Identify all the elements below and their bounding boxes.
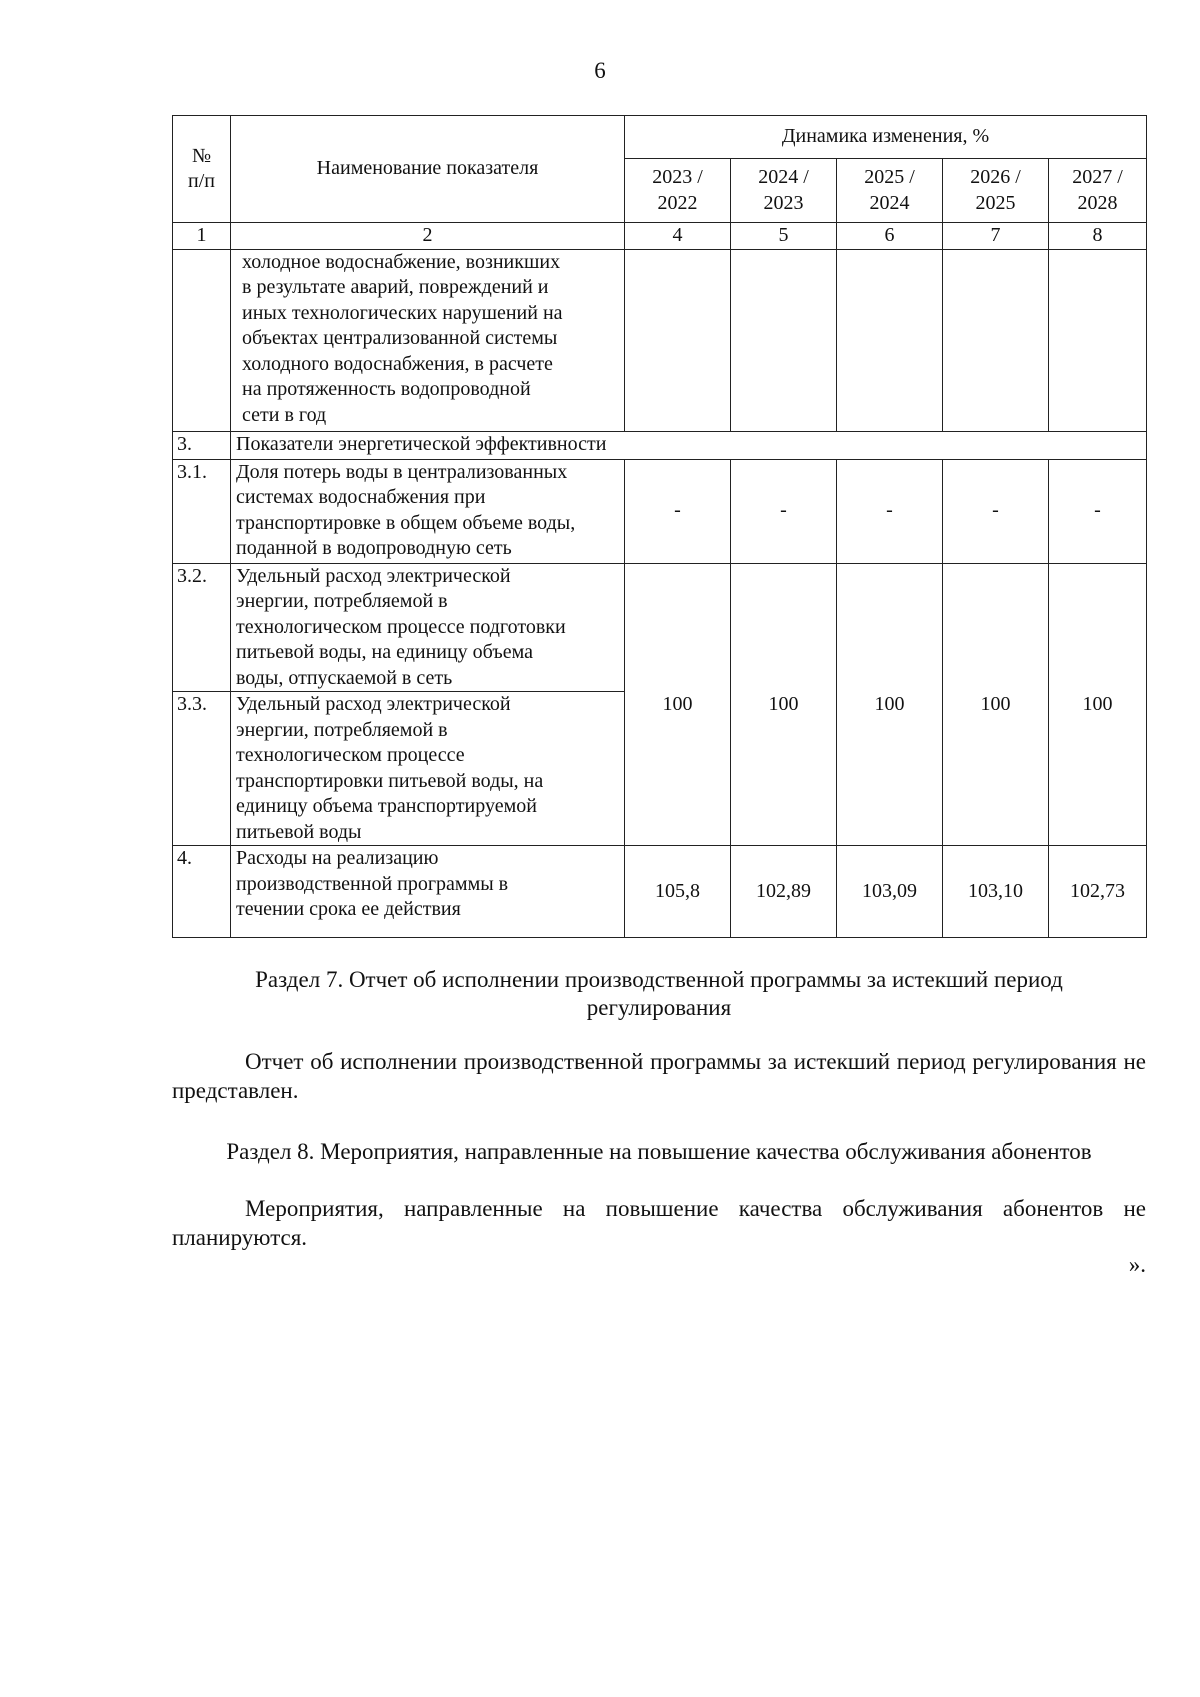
continuation-row xyxy=(173,249,1147,431)
value-cell: - xyxy=(837,459,943,563)
value-cell: 100 xyxy=(837,563,943,846)
value-cell: 100 xyxy=(625,563,731,846)
section-3-title: Показатели энергетической эффективности xyxy=(231,431,1147,459)
value-cell: 103,10 xyxy=(943,846,1049,938)
value-cell: 103,09 xyxy=(837,846,943,938)
column-number: 7 xyxy=(943,223,1049,250)
row-number: 3.2. xyxy=(173,563,231,692)
row-number: 4. xyxy=(173,846,231,938)
section-8-title: Раздел 8. Мероприятия, направленные на повышение качества обслуживания абонентов xyxy=(226,1139,1092,1164)
column-number: 4 xyxy=(625,223,731,250)
row-3-3-name: Удельный расход электрической энергии, потребляемой в технологическом процессе транспортировки питьевой воды, на единицу объема транспортируемой питьевой воды xyxy=(231,692,625,846)
row-3-1-name: Доля потерь воды в централизованных системах водоснабжения при транспортировке в общем объеме воды, поданной в водопроводную сеть xyxy=(231,459,625,563)
row-number: 3.3. xyxy=(173,692,231,846)
header-dynamics: Динамика изменения, % xyxy=(625,116,1147,159)
column-number: 6 xyxy=(837,223,943,250)
value-cell: 100 xyxy=(1049,563,1147,846)
value-cell: 100 xyxy=(943,563,1049,846)
value-cell: - xyxy=(731,459,837,563)
empty-cell xyxy=(173,249,231,431)
row-3-1 xyxy=(173,459,1147,563)
continuation-text: холодное водоснабжение, возникших в результате аварий, повреждений и иных технологических нарушений на объектах централизованной системы холодного водоснабжения, в расчете на протяженность водопроводной сети в год xyxy=(231,249,625,431)
section-3-row xyxy=(173,431,1147,459)
indicators-table xyxy=(172,115,1147,938)
header-row xyxy=(173,116,1147,159)
row-number: 3.1. xyxy=(173,459,231,563)
row-3-2-name: Удельный расход электрической энергии, потребляемой в технологическом процессе подготовки питьевой воды, на единицу объема воды, отпускаемой в сеть xyxy=(231,563,625,692)
value-cell: 102,73 xyxy=(1049,846,1147,938)
value-cell: 100 xyxy=(731,563,837,846)
header-period: 2023 / 2022 xyxy=(625,159,731,223)
row-number: 3. xyxy=(173,431,231,459)
value-cell: - xyxy=(943,459,1049,563)
value-cell: - xyxy=(1049,459,1147,563)
header-period: 2025 / 2024 xyxy=(837,159,943,223)
row-4 xyxy=(173,846,1147,938)
row-3-2 xyxy=(173,563,1147,692)
column-number: 1 xyxy=(173,223,231,250)
empty-cell xyxy=(837,249,943,431)
header-num: № п/п xyxy=(173,116,231,223)
column-number: 2 xyxy=(231,223,625,250)
column-number: 8 xyxy=(1049,223,1147,250)
section-7-text: Отчет об исполнении производственной программы за истекший период регулирования не представлен. xyxy=(172,1049,1146,1103)
value-cell: - xyxy=(625,459,731,563)
header-period: 2026 / 2025 xyxy=(943,159,1049,223)
closing-quote-mark: ». xyxy=(1128,1252,1146,1277)
header-name: Наименование показателя xyxy=(231,116,625,223)
empty-cell xyxy=(943,249,1049,431)
section-7-title: Раздел 7. Отчет об исполнении производственной программы за истекший период регулирования xyxy=(255,967,1063,1020)
section-8-text: Мероприятия, направленные на повышение качества обслуживания абонентов не планируются. xyxy=(172,1196,1146,1250)
header-period: 2027 / 2028 xyxy=(1049,159,1147,223)
header-period: 2024 / 2023 xyxy=(731,159,837,223)
column-numbers-row xyxy=(173,223,1147,250)
empty-cell xyxy=(1049,249,1147,431)
page-number: 6 xyxy=(594,58,606,83)
empty-cell xyxy=(731,249,837,431)
value-cell: 102,89 xyxy=(731,846,837,938)
column-number: 5 xyxy=(731,223,837,250)
row-4-name: Расходы на реализацию производственной программы в течении срока ее действия xyxy=(231,846,625,938)
empty-cell xyxy=(625,249,731,431)
value-cell: 105,8 xyxy=(625,846,731,938)
